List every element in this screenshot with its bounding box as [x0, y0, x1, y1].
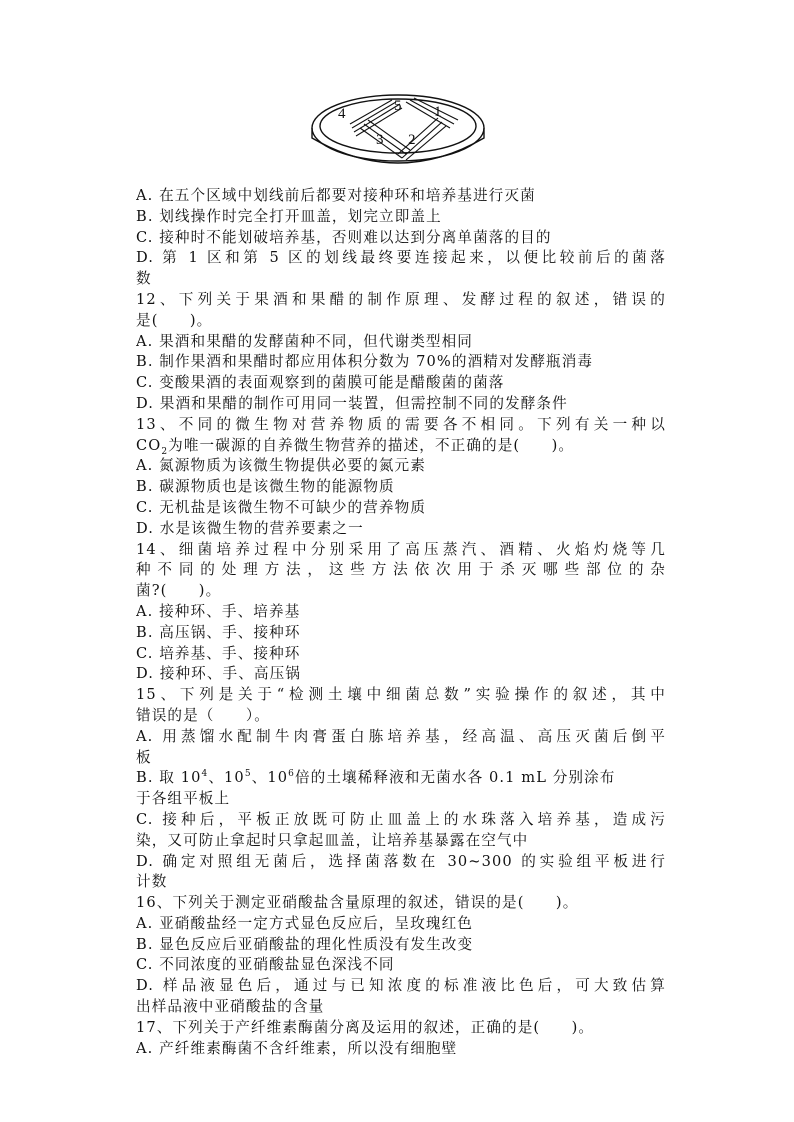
q15-option-d-line1: D. 确定对照组无菌后，选择菌落数在 30~300 的实验组平板进行 — [136, 852, 666, 870]
exponent-4: 4 — [201, 769, 209, 780]
petri-dish-streak-figure — [310, 88, 486, 174]
q13-option-d: D. 水是该微生物的营养要素之一 — [136, 519, 364, 537]
co2-subscript: 2 — [161, 446, 169, 457]
q11-option-d-line1: D. 第 1 区和第 5 区的划线最终要连接起来，以便比较前后的菌落 — [136, 249, 666, 267]
q16-option-d-line2: 出样品液中亚硝酸盐的含量 — [136, 998, 325, 1016]
q15-b-part4: 倍的土壤稀释液和无菌水各 0.1 mL 分别涂布 — [294, 769, 616, 787]
q12-option-d: D. 果酒和果醋的制作可用同一装置，但需控制不同的发酵条件 — [136, 394, 568, 412]
q12-stem-line2: 是( )。 — [136, 311, 213, 329]
region-label-1: 1 — [434, 104, 442, 120]
q16-option-b: B. 显色反应后亚硝酸盐的理化性质没有发生改变 — [136, 935, 474, 953]
q12-option-a: A. 果酒和果醋的发酵菌种不同，但代谢类型相同 — [136, 332, 473, 350]
q13-stem-line2-text: 为唯一碳源的自养微生物营养的描述，不正确的是( )。 — [168, 436, 575, 454]
q12-stem-line1: 12、下列关于果酒和果醋的制作原理、发酵过程的叙述，错误的 — [136, 290, 666, 308]
q15-option-a-line2: 板 — [136, 748, 152, 766]
q14-option-c: C. 培养基、手、接种环 — [136, 644, 301, 662]
region-label-4: 4 — [338, 106, 346, 122]
q16-option-c: C. 不同浓度的亚硝酸盐显色深浅不同 — [136, 956, 395, 974]
q15-stem-line2: 错误的是（ ）。 — [136, 706, 270, 724]
q15-option-c-line2: 染，又可防止拿起时只拿起皿盖，让培养基暴露在空气中 — [136, 831, 529, 849]
q14-stem-line1: 14、细菌培养过程中分别采用了高压蒸汽、酒精、火焰灼烧等几 — [136, 540, 666, 558]
q12-option-b: B. 制作果酒和果醋时都应用体积分数为 70%的酒精对发酵瓶消毒 — [136, 353, 594, 371]
q13-option-b: B. 碳源物质也是该微生物的能源物质 — [136, 478, 395, 496]
q11-option-a: A. 在五个区域中划线前后都要对接种环和培养基进行灭菌 — [136, 187, 536, 204]
exam-content — [136, 186, 666, 1059]
region-label-5: 5 — [394, 98, 402, 114]
q14-stem-line3: 菌?( )。 — [136, 582, 222, 600]
q15-option-b-line2: 于各组平板上 — [136, 790, 231, 808]
q11-option-b: B. 划线操作时完全打开皿盖，划完立即盖上 — [136, 207, 442, 225]
q13-option-a: A. 氮源物质为该微生物提供必要的氮元素 — [136, 457, 426, 475]
q15-b-part3: 、10 — [251, 769, 289, 787]
co2-co: CO — [136, 436, 162, 454]
q16-option-d-line1: D. 样品液显色后，通过与已知浓度的标准液比色后，可大致估算 — [136, 977, 666, 995]
q12-option-c: C. 变酸果酒的表面观察到的菌膜可能是醋酸菌的菌落 — [136, 374, 505, 392]
q15-option-c-line1: C. 接种后，平板正放既可防止皿盖上的水珠落入培养基，造成污 — [136, 810, 666, 828]
q15-option-b-line1 — [136, 768, 666, 789]
q13-stem-line1: 13、不同的微生物对营养物质的需要各不相同。下列有关一种以 — [136, 415, 666, 433]
q17-option-a: A. 产纤维素酶菌不含纤维素，所以没有细胞壁 — [136, 1039, 458, 1057]
q15-option-a-line1: A. 用蒸馏水配制牛肉膏蛋白胨培养基，经高温、高压灭菌后倒平 — [136, 727, 666, 745]
q14-option-d: D. 接种环、手、高压锅 — [136, 665, 302, 683]
q16-option-a: A. 亚硝酸盐经一定方式显色反应后，呈玫瑰红色 — [136, 914, 473, 932]
q14-stem-line2: 种不同的处理方法，这些方法依次用于杀灭哪些部位的杂 — [136, 561, 666, 579]
q16-stem: 16、下列关于测定亚硝酸盐含量原理的叙述，错误的是( )。 — [136, 894, 579, 912]
exponent-6: 6 — [288, 769, 295, 780]
q15-stem-line1: 15、下列是关于“检测土壤中细菌总数”实验操作的叙述，其中 — [136, 686, 666, 704]
q15-b-part2: 、10 — [208, 769, 245, 787]
q11-option-d-line2: 数 — [136, 270, 152, 288]
q13-option-c: C. 无机盐是该微生物不可缺少的营养物质 — [136, 498, 427, 516]
q14-option-a: A. 接种环、手、培养基 — [136, 602, 301, 620]
q15-option-d-line2: 计数 — [136, 873, 168, 891]
region-label-2: 2 — [408, 132, 416, 148]
region-label-3: 3 — [376, 132, 384, 148]
q17-stem: 17、下列关于产纤维素酶菌分离及运用的叙述，正确的是( )。 — [136, 1018, 595, 1036]
q11-option-c: C. 接种时不能划破培养基，否则难以达到分离单菌落的目的 — [136, 228, 552, 246]
q15-b-part1: B. 取 10 — [136, 769, 202, 787]
exponent-5: 5 — [244, 769, 252, 780]
q13-stem-line2 — [136, 436, 666, 457]
q14-option-b: B. 高压锅、手、接种环 — [136, 623, 301, 641]
